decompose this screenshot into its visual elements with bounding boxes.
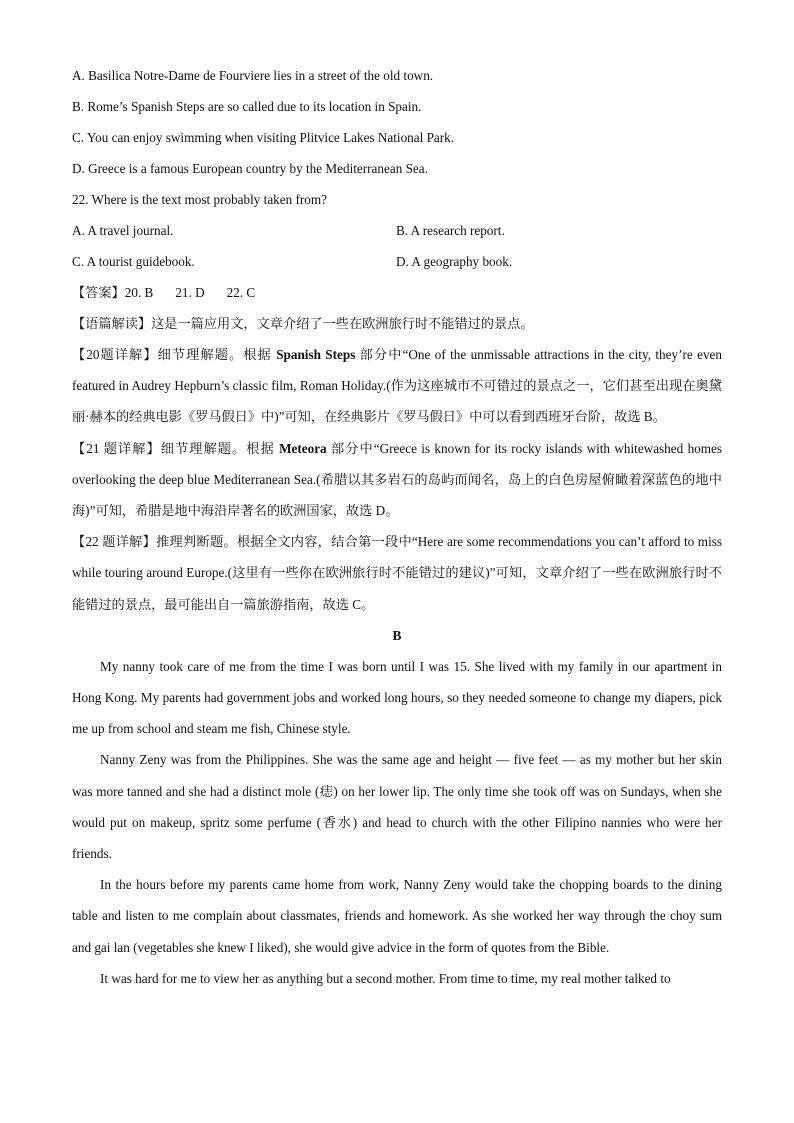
interpretation-label: 【语篇解读】 — [72, 316, 152, 331]
answer-21: 21. D — [175, 285, 205, 300]
option-a-q21: A. Basilica Notre-Dame de Fourviere lies in a street of the old town. — [72, 68, 434, 83]
q21-label: 【21 题详解】 — [72, 440, 161, 456]
answer-22: 22. C — [226, 285, 256, 300]
option-a-q22: A. A travel journal. — [72, 223, 174, 238]
option-b-q21: B. Rome’s Spanish Steps are so called due to its location in Spain. — [72, 99, 422, 114]
answer-20: 20. B — [124, 285, 154, 300]
section-heading-b: B — [392, 627, 402, 643]
q21-text-after: 部分中“Greece is known for its rocky islands with whitewashed homes overlooking the deep blue Mediterranean Sea.(希腊以其多岩石的岛屿而闻名，岛上的白色房屋俯瞰着深蓝色的地中海)”可知，希腊是地中海沿岸著名的欧洲国家，故选 D。 — [72, 440, 723, 519]
q22-explanation — [72, 526, 722, 620]
q20-keyword: Spanish Steps — [276, 347, 356, 362]
q22-label: 【22 题详解】 — [72, 534, 157, 550]
passage-b — [72, 651, 722, 994]
document-page — [72, 60, 722, 994]
passage-paragraph: Nanny Zeny was from the Philippines. She was the same age and height — five feet — as my mother but her skin was more tanned and she had a distinct mole (痣) on her lower lip. The only time she took off was on Sundays, when she would put on makeup, spritz some perfume (香水) and head to church with the other Filipino nannies who were her friends. — [72, 752, 722, 862]
q20-explanation — [72, 339, 722, 433]
interpretation-text: 这是一篇应用文，文章介绍了一些在欧洲旅行时不能错过的景点。 — [151, 316, 534, 331]
answer-line — [72, 277, 722, 308]
q20-text-before: 细节理解题。根据 — [157, 347, 277, 362]
q21-text-before: 细节理解题。根据 — [160, 440, 280, 456]
q20-label: 【20题详解】 — [72, 347, 158, 362]
option-c-q21: C. You can enjoy swimming when visiting Plitvice Lakes National Park. — [72, 130, 455, 145]
interpretation-line — [72, 308, 722, 339]
option-c-q22: C. A tourist guidebook. — [72, 254, 195, 269]
passage-paragraph: My nanny took care of me from the time I was born until I was 15. She lived with my family in our apartment in Hong Kong. My parents had government jobs and worked long hours, so they needed someone to change my diapers, pick me up from school and steam me fish, Chinese style. — [72, 658, 722, 737]
option-b-q22: B. A research report. — [396, 223, 505, 238]
passage-paragraph: In the hours before my parents came home from work, Nanny Zeny would take the chopping boards to the dining table and listen to me complain about classmates, friends and homework. As she worked her way through the choy sum and gai lan (vegetables she knew I liked), she would give advice in the form of quotes from the Bible. — [72, 877, 722, 955]
answer-label: 【答案】 — [72, 285, 125, 300]
option-d-q21: D. Greece is a famous European country by the Mediterranean Sea. — [72, 161, 428, 176]
q21-explanation — [72, 433, 722, 527]
q20-text-after: 部分中“One of the unmissable attractions in the city, they’re even featured in Audrey Hepburn’s classic film, Roman Holiday.(作为这座城市不可错过的景点之一，它们甚至出现在奥黛丽·赫本的经典电影《罗马假日》中)”可知，在经典影片《罗马假日》中可以看到西班牙台阶，故选 B。 — [72, 347, 722, 425]
question-22: 22. Where is the text most probably taken from? — [72, 192, 328, 207]
q21-keyword: Meteora — [279, 440, 327, 456]
q22-options-row-1 — [72, 215, 722, 246]
option-d-q22: D. A geography book. — [396, 254, 513, 269]
q22-text: 推理判断题。根据全文内容，结合第一段中“Here are some recommendations you can’t afford to miss while touring around Europe.(这里有一些你在欧洲旅行时不能错过的建议)”可知，文章介绍了一些在欧洲旅行时不能错过的景点，最可能出自一篇旅游指南，故选 C。 — [72, 534, 722, 612]
passage-paragraph: It was hard for me to view her as anything but a second mother. From time to time, my real mother talked to — [100, 970, 671, 986]
q22-options-row-2 — [72, 246, 722, 277]
